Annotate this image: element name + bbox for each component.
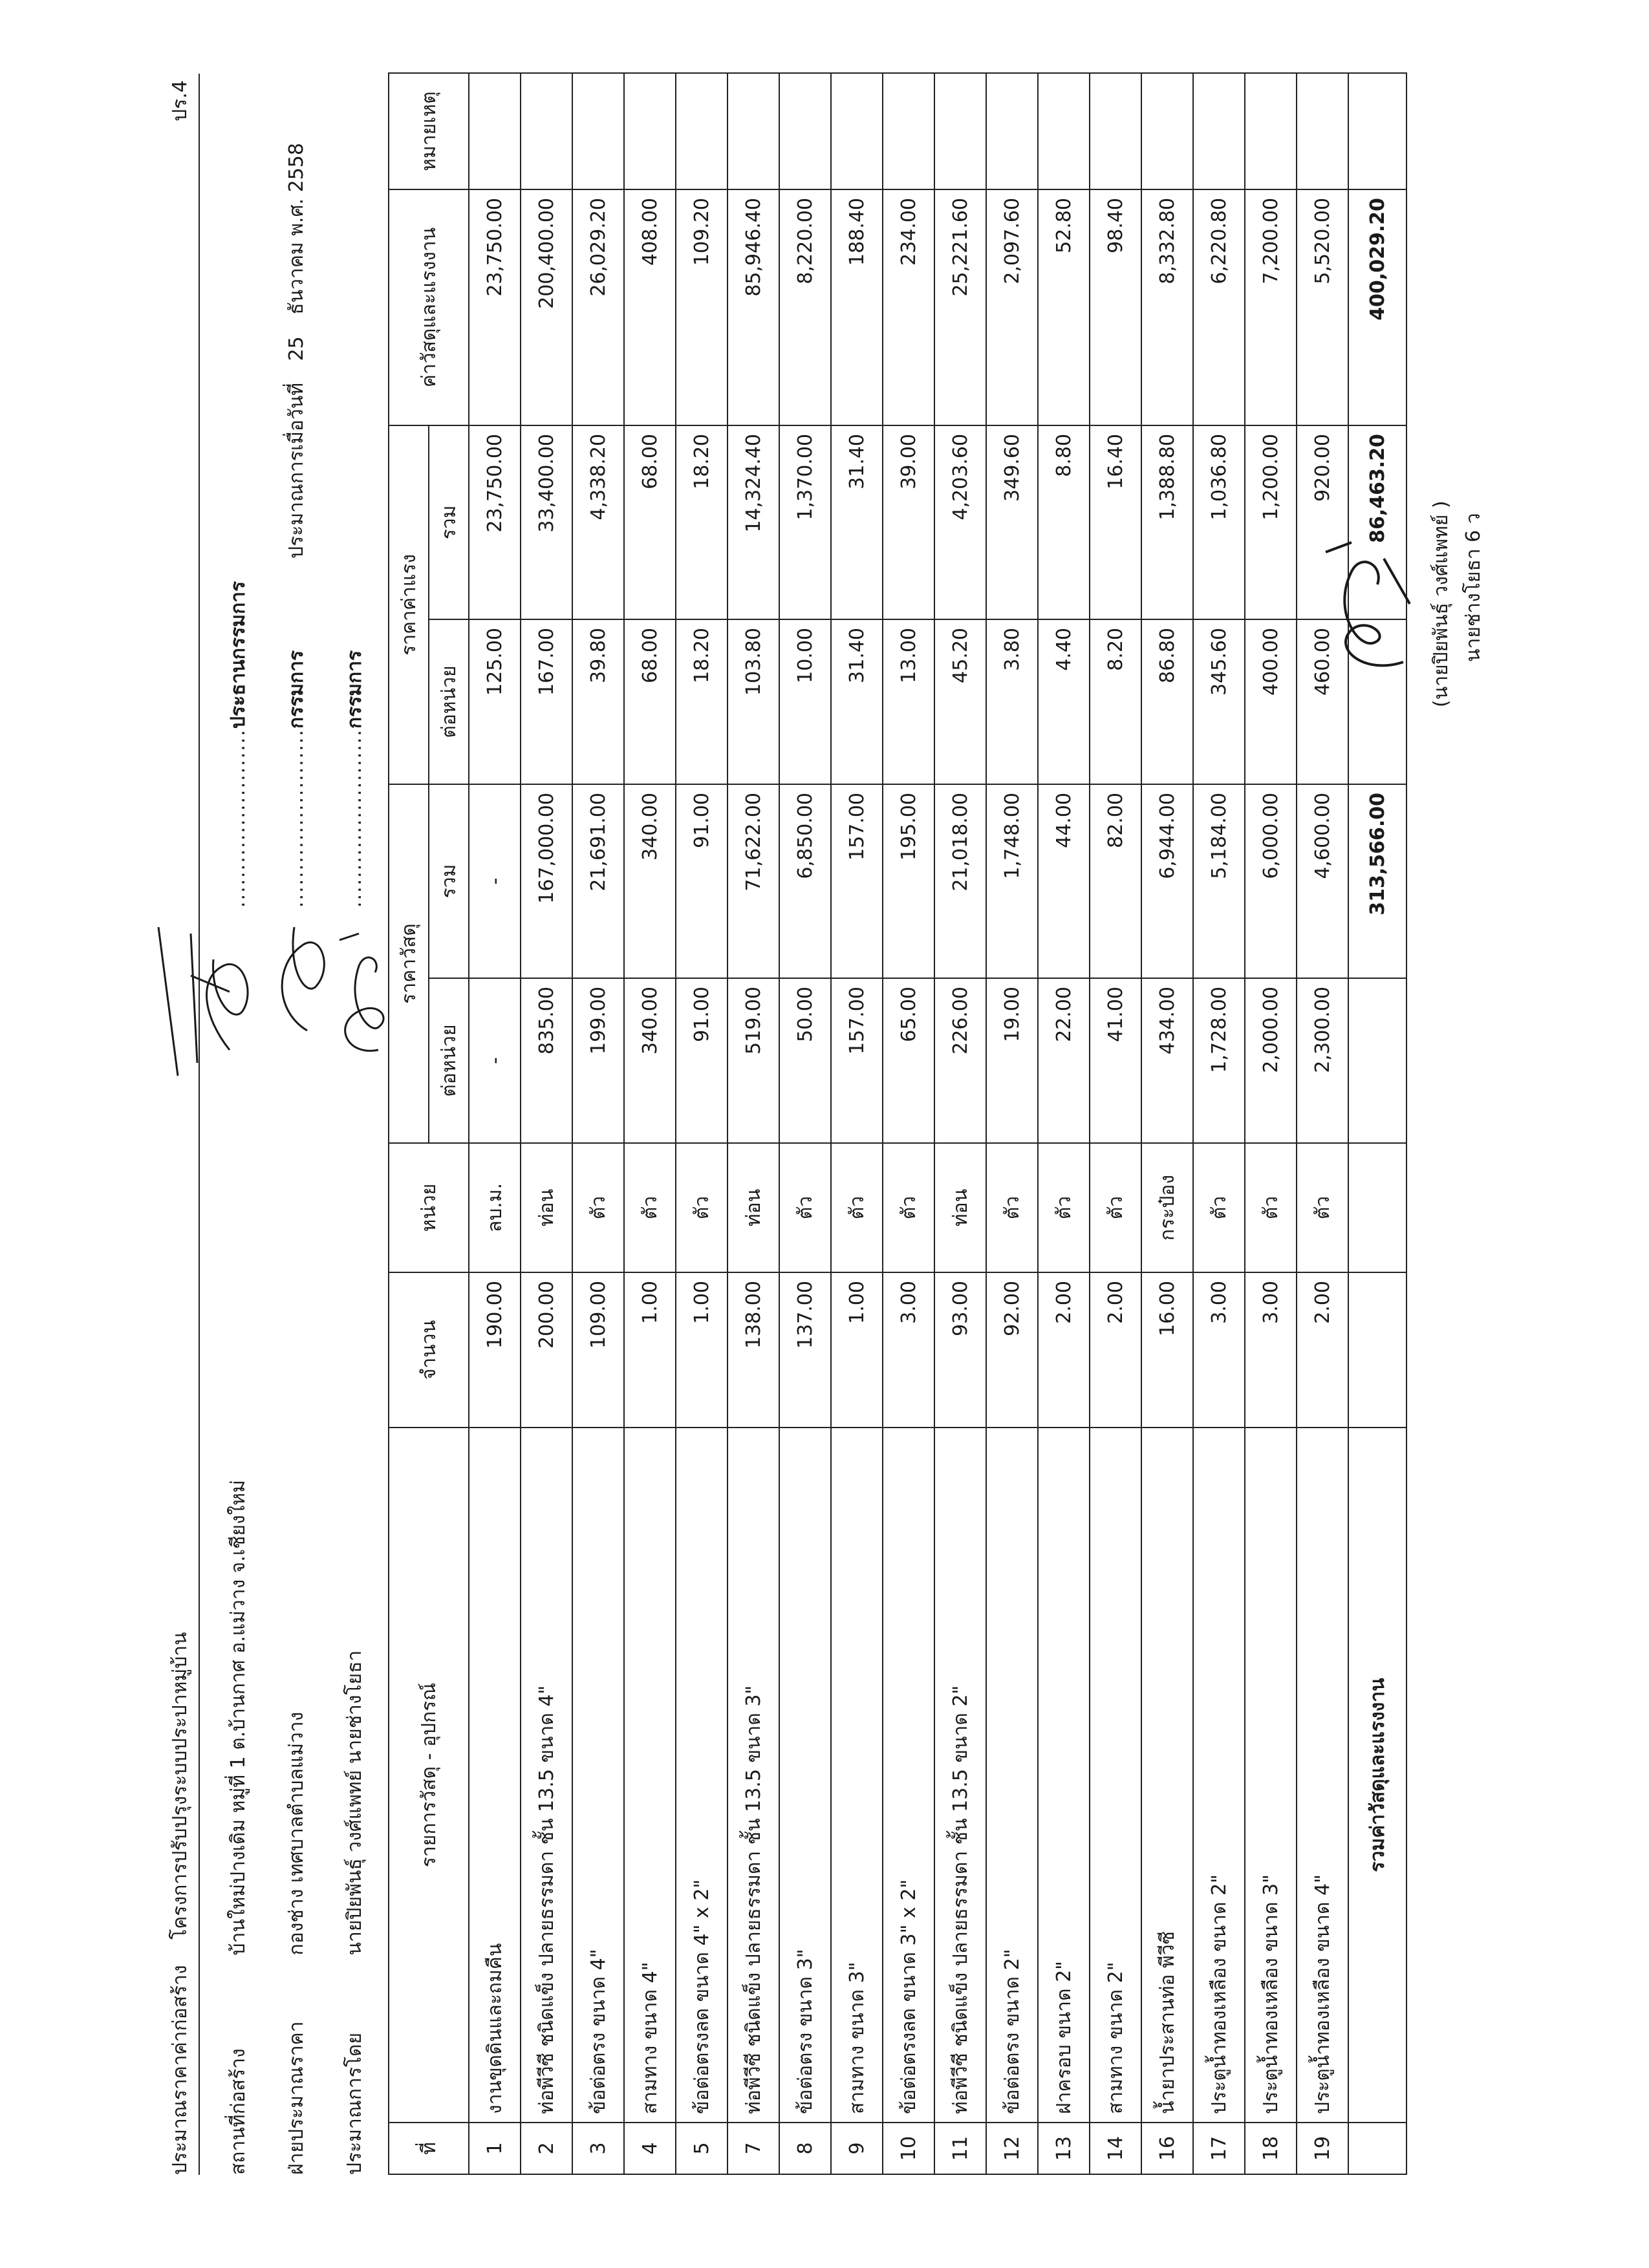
row-material-sum: 6,850.00 <box>779 784 831 978</box>
row-item: สามทาง ขนาด 3" <box>831 1428 883 2123</box>
total-no-cell <box>1348 2123 1406 2174</box>
row-labor-sum: 920.00 <box>1297 425 1348 619</box>
row-unit: ตัว <box>883 1143 934 1272</box>
row-qty: 93.00 <box>934 1272 986 1428</box>
row-labor-sum: 14,324.40 <box>727 425 779 619</box>
row-labor-sum: 31.40 <box>831 425 883 619</box>
row-no: 11 <box>934 2123 986 2174</box>
row-qty: 3.00 <box>1245 1272 1297 1428</box>
table-row <box>831 73 883 2174</box>
signer-position: นายช่างโยธา 6 ว <box>1462 513 1485 662</box>
row-labor-per-unit: 39.80 <box>572 619 624 784</box>
row-material-per-unit: 22.00 <box>1038 978 1090 1143</box>
row-unit: ตัว <box>624 1143 676 1272</box>
row-labor-sum: 1,036.80 <box>1193 425 1245 619</box>
table-row <box>469 73 521 2174</box>
row-remark <box>572 73 624 189</box>
location-value: บ้านใหม่ปางเดิม หมู่ที่ 1 ต.บ้านกาศ อ.แม่วาง จ.เชียงใหม่ <box>227 1480 250 1956</box>
row-unit: ท่อน <box>521 1143 572 1272</box>
row-no: 12 <box>986 2123 1038 2174</box>
row-unit: ตัว <box>986 1143 1038 1272</box>
total-qty-cell <box>1348 1272 1406 1428</box>
row-labor-sum: 1,388.80 <box>1141 425 1193 619</box>
row-qty: 2.00 <box>1297 1272 1348 1428</box>
col-header-labor: ราคาค่าแรง <box>389 425 429 784</box>
row-no: 10 <box>883 2123 934 2174</box>
row-remark <box>934 73 986 189</box>
row-labor-per-unit: 400.00 <box>1245 619 1297 784</box>
row-no: 9 <box>831 2123 883 2174</box>
row-item: ข้อต่อตรงลด ขนาด 3" x 2" <box>883 1428 934 2123</box>
row-total: 52.80 <box>1038 189 1090 425</box>
table-row <box>1038 73 1090 2174</box>
row-material-sum: 157.00 <box>831 784 883 978</box>
row-total: 85,946.40 <box>727 189 779 425</box>
estimate-date <box>281 127 312 559</box>
row-qty: 16.00 <box>1141 1272 1193 1428</box>
row-material-per-unit: 41.00 <box>1090 978 1141 1143</box>
row-remark <box>986 73 1038 189</box>
row-labor-sum: 4,338.20 <box>572 425 624 619</box>
row-material-per-unit: 50.00 <box>779 978 831 1143</box>
estimate-sheet <box>152 35 1497 2233</box>
row-item: ประตูน้ำทองเหลือง ขนาด 2" <box>1193 1428 1245 2123</box>
row-material-sum: - <box>469 784 521 978</box>
estimator-label: ประมาณการโดย <box>343 2032 366 2175</box>
estimator-signature <box>1306 513 1429 681</box>
row-total: 6,220.80 <box>1193 189 1245 425</box>
row-material-per-unit: 91.00 <box>676 978 727 1143</box>
row-labor-per-unit: 167.00 <box>521 619 572 784</box>
total-mat-unit-cell <box>1348 978 1406 1143</box>
committee-member2: ........................กรรมการ <box>343 650 366 908</box>
col-header-item: รายการวัสดุ - อุปกรณ์ <box>389 1428 469 2123</box>
row-unit: กระป๋อง <box>1141 1143 1193 1272</box>
project-name: โครงการปรับปรุงระบบประปาหมู่บ้าน <box>169 1632 191 1940</box>
row-remark <box>624 73 676 189</box>
row-unit: ท่อน <box>727 1143 779 1272</box>
row-qty: 2.00 <box>1090 1272 1141 1428</box>
signature-block <box>1306 371 1500 707</box>
estimator-line <box>339 74 370 2175</box>
row-no: 17 <box>1193 2123 1245 2174</box>
total-label: รวมค่าวัสดุและแรงงาน <box>1348 1428 1406 2123</box>
project-line <box>165 74 195 2175</box>
row-remark <box>727 73 779 189</box>
row-total: 2,097.60 <box>986 189 1038 425</box>
row-labor-per-unit: 345.60 <box>1193 619 1245 784</box>
row-labor-sum: 23,750.00 <box>469 425 521 619</box>
project-label: ประมาณราคาค่าก่อสร้าง <box>169 1965 191 2175</box>
row-material-sum: 21,018.00 <box>934 784 986 978</box>
row-labor-per-unit: 460.00 <box>1297 619 1348 784</box>
row-labor-per-unit: 125.00 <box>469 619 521 784</box>
row-labor-sum: 1,370.00 <box>779 425 831 619</box>
row-no: 19 <box>1297 2123 1348 2174</box>
committee-chair-label: ประธานกรรมการ <box>227 581 250 729</box>
row-material-sum: 195.00 <box>883 784 934 978</box>
table-row <box>986 73 1038 2174</box>
row-unit: ตัว <box>1090 1143 1141 1272</box>
row-remark <box>1193 73 1245 189</box>
department-value: กองช่าง เทศบาลตำบลแม่วาง <box>285 1711 308 1956</box>
bill-of-quantities-table <box>388 72 1407 2175</box>
row-no: 8 <box>779 2123 831 2174</box>
row-labor-sum: 33,400.00 <box>521 425 572 619</box>
row-remark <box>1038 73 1090 189</box>
row-labor-per-unit: 86.80 <box>1141 619 1193 784</box>
row-qty: 1.00 <box>624 1272 676 1428</box>
row-remark <box>521 73 572 189</box>
row-labor-sum: 18.20 <box>676 425 727 619</box>
row-no: 1 <box>469 2123 521 2174</box>
row-material-per-unit: 199.00 <box>572 978 624 1143</box>
row-labor-sum: 39.00 <box>883 425 934 619</box>
row-material-sum: 44.00 <box>1038 784 1090 978</box>
row-material-sum: 1,748.00 <box>986 784 1038 978</box>
row-unit: ตัว <box>676 1143 727 1272</box>
row-total: 26,029.20 <box>572 189 624 425</box>
row-labor-per-unit: 13.00 <box>883 619 934 784</box>
row-total: 8,332.80 <box>1141 189 1193 425</box>
row-labor-per-unit: 3.80 <box>986 619 1038 784</box>
row-total: 25,221.60 <box>934 189 986 425</box>
row-no: 3 <box>572 2123 624 2174</box>
row-labor-sum: 349.60 <box>986 425 1038 619</box>
row-labor-per-unit: 31.40 <box>831 619 883 784</box>
row-material-per-unit: 226.00 <box>934 978 986 1143</box>
col-header-labor-per-unit: ต่อหน่วย <box>429 619 469 784</box>
committee-member2-label: กรรมการ <box>343 650 366 729</box>
row-unit: ตัว <box>1297 1143 1348 1272</box>
row-qty: 137.00 <box>779 1272 831 1428</box>
row-material-sum: 5,184.00 <box>1193 784 1245 978</box>
document-header <box>165 74 385 2175</box>
row-unit: ตัว <box>779 1143 831 1272</box>
table-body <box>469 73 1348 2174</box>
form-code: ปร.4 <box>169 80 191 122</box>
row-remark <box>676 73 727 189</box>
row-labor-per-unit: 103.80 <box>727 619 779 784</box>
row-material-per-unit: 2,300.00 <box>1297 978 1348 1143</box>
row-total: 200,400.00 <box>521 189 572 425</box>
col-header-total: ค่าวัสดุและแรงงาน <box>389 189 469 425</box>
row-unit: ลบ.ม. <box>469 1143 521 1272</box>
table-row <box>934 73 986 2174</box>
row-qty: 200.00 <box>521 1272 572 1428</box>
col-header-qty: จำนวน <box>389 1272 469 1428</box>
col-header-labor-sum: รวม <box>429 425 469 619</box>
row-remark <box>831 73 883 189</box>
row-remark <box>1297 73 1348 189</box>
table-row <box>1141 73 1193 2174</box>
row-material-per-unit: - <box>469 978 521 1143</box>
row-remark <box>469 73 521 189</box>
department-label: ฝ่ายประมาณราคา <box>285 2021 308 2175</box>
committee-chair: ........................ประธานกรรมการ <box>227 581 250 908</box>
estimator-value: นายปิยพันธุ์ วงศ์แพทย์ นายช่างโยธา <box>343 1650 366 1956</box>
row-unit: ตัว <box>1038 1143 1090 1272</box>
row-remark <box>1245 73 1297 189</box>
estimate-month-year: ธันวาคม พ.ศ. 2558 <box>285 143 308 315</box>
table-row <box>676 73 727 2174</box>
row-unit: ตัว <box>1245 1143 1297 1272</box>
row-item: ประตูน้ำทองเหลือง ขนาด 3" <box>1245 1428 1297 2123</box>
row-no: 13 <box>1038 2123 1090 2174</box>
row-total: 408.00 <box>624 189 676 425</box>
row-item: ท่อพีวีซี ชนิดแข็ง ปลายธรรมดา ชั้น 13.5 ขนาด 3" <box>727 1428 779 2123</box>
row-labor-sum: 4,203.60 <box>934 425 986 619</box>
row-material-per-unit: 340.00 <box>624 978 676 1143</box>
table-row <box>779 73 831 2174</box>
col-header-material-sum: รวม <box>429 784 469 978</box>
row-labor-sum: 68.00 <box>624 425 676 619</box>
total-all: 400,029.20 <box>1348 189 1406 425</box>
row-material-per-unit: 519.00 <box>727 978 779 1143</box>
row-item: ท่อพีวีซี ชนิดแข็ง ปลายธรรมดา ชั้น 13.5 ขนาด 4" <box>521 1428 572 2123</box>
row-labor-per-unit: 4.40 <box>1038 619 1090 784</box>
row-total: 234.00 <box>883 189 934 425</box>
location-line <box>223 74 253 2175</box>
row-remark <box>779 73 831 189</box>
estimate-day: 25 <box>285 336 308 361</box>
location-label: สถานที่ก่อสร้าง <box>227 2048 250 2175</box>
row-item: ข้อต่อตรง ขนาด 2" <box>986 1428 1038 2123</box>
row-material-per-unit: 65.00 <box>883 978 934 1143</box>
row-remark <box>883 73 934 189</box>
row-total: 8,220.00 <box>779 189 831 425</box>
row-labor-per-unit: 45.20 <box>934 619 986 784</box>
table-row <box>1090 73 1141 2174</box>
row-no: 18 <box>1245 2123 1297 2174</box>
total-remark-cell <box>1348 73 1406 189</box>
row-item: ข้อต่อตรง ขนาด 4" <box>572 1428 624 2123</box>
row-unit: ตัว <box>572 1143 624 1272</box>
signer-name: (นายปิยพันธุ์ วงศ์แพทย์ ) <box>1430 500 1452 707</box>
row-unit: ตัว <box>831 1143 883 1272</box>
row-material-sum: 21,691.00 <box>572 784 624 978</box>
row-material-sum: 340.00 <box>624 784 676 978</box>
row-qty: 109.00 <box>572 1272 624 1428</box>
row-item: ข้อต่อตรงลด ขนาด 4" x 2" <box>676 1428 727 2123</box>
row-material-sum: 6,000.00 <box>1245 784 1297 978</box>
row-qty: 138.00 <box>727 1272 779 1428</box>
row-labor-per-unit: 68.00 <box>624 619 676 784</box>
row-material-sum: 4,600.00 <box>1297 784 1348 978</box>
row-qty: 3.00 <box>883 1272 934 1428</box>
row-total: 23,750.00 <box>469 189 521 425</box>
row-material-sum: 82.00 <box>1090 784 1141 978</box>
row-no: 2 <box>521 2123 572 2174</box>
row-material-sum: 6,944.00 <box>1141 784 1193 978</box>
row-unit: ท่อน <box>934 1143 986 1272</box>
row-total: 188.40 <box>831 189 883 425</box>
row-qty: 92.00 <box>986 1272 1038 1428</box>
col-header-material: ราคาวัสดุ <box>389 784 429 1143</box>
row-material-per-unit: 835.00 <box>521 978 572 1143</box>
row-unit: ตัว <box>1193 1143 1245 1272</box>
row-material-per-unit: 2,000.00 <box>1245 978 1297 1143</box>
committee-member1-label: กรรมการ <box>285 650 308 729</box>
col-header-no: ที่ <box>389 2123 469 2174</box>
row-labor-per-unit: 18.20 <box>676 619 727 784</box>
row-item: ท่อพีวีซี ชนิดแข็ง ปลายธรรมดา ชั้น 13.5 ขนาด 2" <box>934 1428 986 2123</box>
row-qty: 3.00 <box>1193 1272 1245 1428</box>
table-row <box>624 73 676 2174</box>
row-item: งานขุดดินและถมคืน <box>469 1428 521 2123</box>
row-material-sum: 71,622.00 <box>727 784 779 978</box>
table-row <box>1193 73 1245 2174</box>
row-no: 5 <box>676 2123 727 2174</box>
row-labor-per-unit: 10.00 <box>779 619 831 784</box>
table-row <box>1245 73 1297 2174</box>
row-item: น้ำยาประสานท่อ พีวีซี <box>1141 1428 1193 2123</box>
row-material-sum: 91.00 <box>676 784 727 978</box>
col-header-material-per-unit: ต่อหน่วย <box>429 978 469 1143</box>
row-total: 98.40 <box>1090 189 1141 425</box>
estimate-date-label: ประมาณการเมื่อวันที่ <box>285 382 308 559</box>
committee-member1: ........................กรรมการ <box>285 650 308 908</box>
total-labor: 86,463.20 <box>1348 425 1406 619</box>
row-qty: 1.00 <box>676 1272 727 1428</box>
table-row <box>572 73 624 2174</box>
table-row <box>883 73 934 2174</box>
row-labor-sum: 8.80 <box>1038 425 1090 619</box>
row-no: 4 <box>624 2123 676 2174</box>
row-labor-sum: 16.40 <box>1090 425 1141 619</box>
committee-member2-signature <box>320 908 398 1063</box>
table-row <box>521 73 572 2174</box>
row-material-per-unit: 157.00 <box>831 978 883 1143</box>
row-material-sum: 167,000.00 <box>521 784 572 978</box>
table-row <box>727 73 779 2174</box>
row-labor-per-unit: 8.20 <box>1090 619 1141 784</box>
col-header-unit: หน่วย <box>389 1143 469 1272</box>
row-total: 7,200.00 <box>1245 189 1297 425</box>
row-item: ฝาครอบ ขนาด 2" <box>1038 1428 1090 2123</box>
row-labor-sum: 1,200.00 <box>1245 425 1297 619</box>
row-material-per-unit: 19.00 <box>986 978 1038 1143</box>
row-remark <box>1090 73 1141 189</box>
total-unit-cell <box>1348 1143 1406 1272</box>
row-material-per-unit: 1,728.00 <box>1193 978 1245 1143</box>
row-total: 109.20 <box>676 189 727 425</box>
row-item: ข้อต่อตรง ขนาด 3" <box>779 1428 831 2123</box>
row-no: 14 <box>1090 2123 1141 2174</box>
row-no: 7 <box>727 2123 779 2174</box>
row-item: สามทาง ขนาด 4" <box>624 1428 676 2123</box>
row-item: ประตูน้ำทองเหลือง ขนาด 4" <box>1297 1428 1348 2123</box>
header-divider <box>199 74 200 2175</box>
row-remark <box>1141 73 1193 189</box>
row-qty: 2.00 <box>1038 1272 1090 1428</box>
row-no: 16 <box>1141 2123 1193 2174</box>
row-item: สามทาง ขนาด 2" <box>1090 1428 1141 2123</box>
row-qty: 1.00 <box>831 1272 883 1428</box>
row-total: 5,520.00 <box>1297 189 1348 425</box>
row-material-per-unit: 434.00 <box>1141 978 1193 1143</box>
total-material: 313,566.00 <box>1348 784 1406 978</box>
col-header-remark: หมายเหตุ <box>389 73 469 189</box>
row-qty: 190.00 <box>469 1272 521 1428</box>
